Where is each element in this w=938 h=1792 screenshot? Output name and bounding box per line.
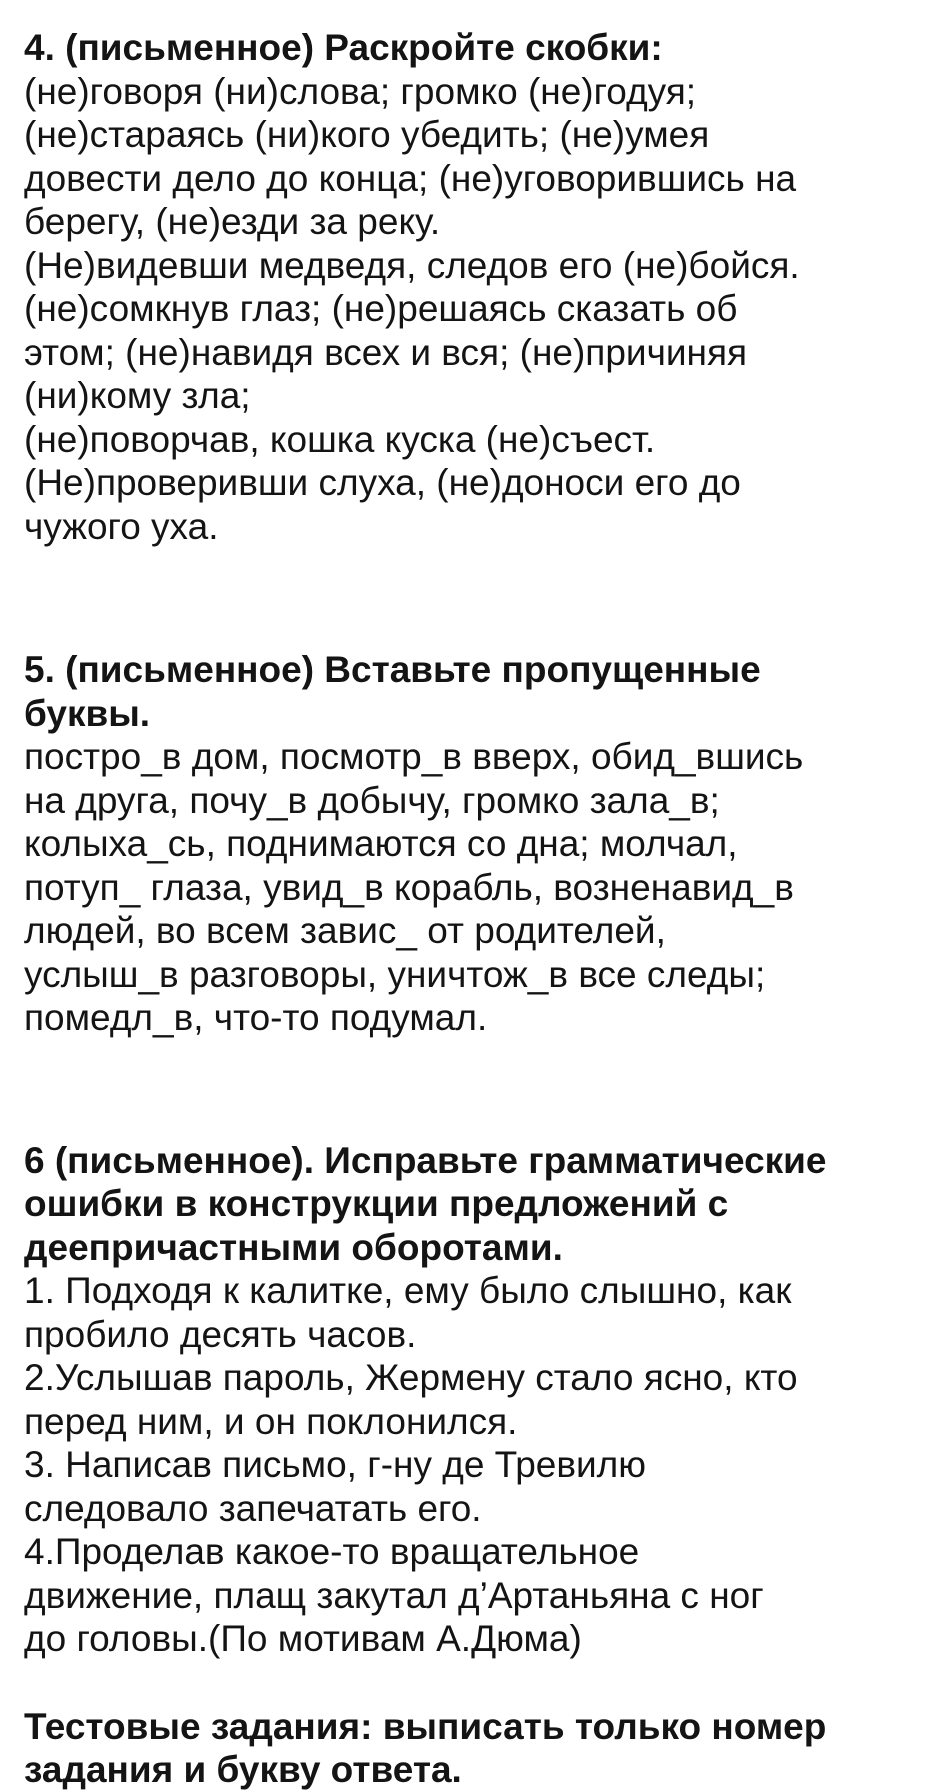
task-4-line: (не)говоря (ни)слова; громко (не)годуя; xyxy=(24,70,697,112)
task-6-line: пробило десять часов. xyxy=(24,1313,417,1355)
task-4-line: (Не)проверивши слуха, (не)доноси его до xyxy=(24,462,741,503)
task-6-line: перед ним, и он поклонился. xyxy=(24,1400,518,1442)
task-5-line: потуп_ глаза, увид_в корабль, возненавид_в xyxy=(24,866,794,908)
task-4-line: (Не)видевши медведя, следов его (не)бойся. xyxy=(24,244,800,286)
task-6-line: до головы.(По мотивам А.Дюма) xyxy=(24,1618,582,1659)
test-tasks-heading: задания и букву ответа. xyxy=(24,1749,462,1790)
task-4-section xyxy=(24,26,924,548)
task-5-line: помедл_в, что-то подумал. xyxy=(24,997,488,1038)
task-6-heading: деепричастными оборотами. xyxy=(24,1226,563,1268)
task-5-line: людей, во всем завис_ от родителей, xyxy=(24,910,666,951)
task-6-line: движение, плащ закутал д’Артаньяна с ног xyxy=(24,1574,764,1616)
task-6-heading: ошибки в конструкции предложений с xyxy=(24,1183,729,1224)
task-4-heading: 4. (письменное) Раскройте скобки: xyxy=(24,27,663,68)
task-5-line: колыха_сь, поднимаются со дна; молчал, xyxy=(24,823,738,864)
task-5-section xyxy=(24,648,924,1040)
task-6-line: 2.Услышав пароль, Жермену стало ясно, кто xyxy=(24,1357,798,1398)
task-6-heading: 6 (письменное). Исправьте грамматические xyxy=(24,1139,827,1181)
task-5-heading: 5. (письменное) Вставьте пропущенные xyxy=(24,649,761,690)
task-5-line: постро_в дом, посмотр_в вверх, обид_вшись xyxy=(24,736,804,777)
task-6-line: 1. Подходя к калитке, ему было слышно, как xyxy=(24,1270,792,1311)
task-6-line: 4.Проделав какое-то вращательное xyxy=(24,1531,640,1572)
task-6-section xyxy=(24,1139,924,1661)
task-4-line: берегу, (не)езди за реку. xyxy=(24,201,441,242)
task-4-line: этом; (не)навидя всех и вся; (не)причиняя xyxy=(24,331,748,373)
task-6-line: следовало запечатать его. xyxy=(24,1487,482,1529)
task-4-line: (не)стараясь (ни)кого убедить; (не)умея xyxy=(24,114,710,155)
task-4-line: (не)поворчав, кошка куска (не)съест. xyxy=(24,418,656,460)
task-5-line: на друга, почу_в добычу, громко зала_в; xyxy=(24,779,720,821)
test-tasks-heading: Тестовые задания: выписать только номер xyxy=(24,1705,827,1747)
task-6-line: 3. Написав письмо, г-ну де Тревилю xyxy=(24,1444,647,1485)
task-4-line: чужого уха. xyxy=(24,505,219,547)
test-tasks-section xyxy=(24,1705,924,1792)
task-5-line: услыш_в разговоры, уничтож_в все следы; xyxy=(24,953,766,995)
task-4-line: (не)сомкнув глаз; (не)решаясь сказать об xyxy=(24,288,738,329)
document-page xyxy=(24,26,924,1792)
task-4-line: (ни)кому зла; xyxy=(24,375,251,416)
task-5-heading: буквы. xyxy=(24,692,151,734)
task-4-line: довести дело до конца; (не)уговорившись на xyxy=(24,157,797,199)
